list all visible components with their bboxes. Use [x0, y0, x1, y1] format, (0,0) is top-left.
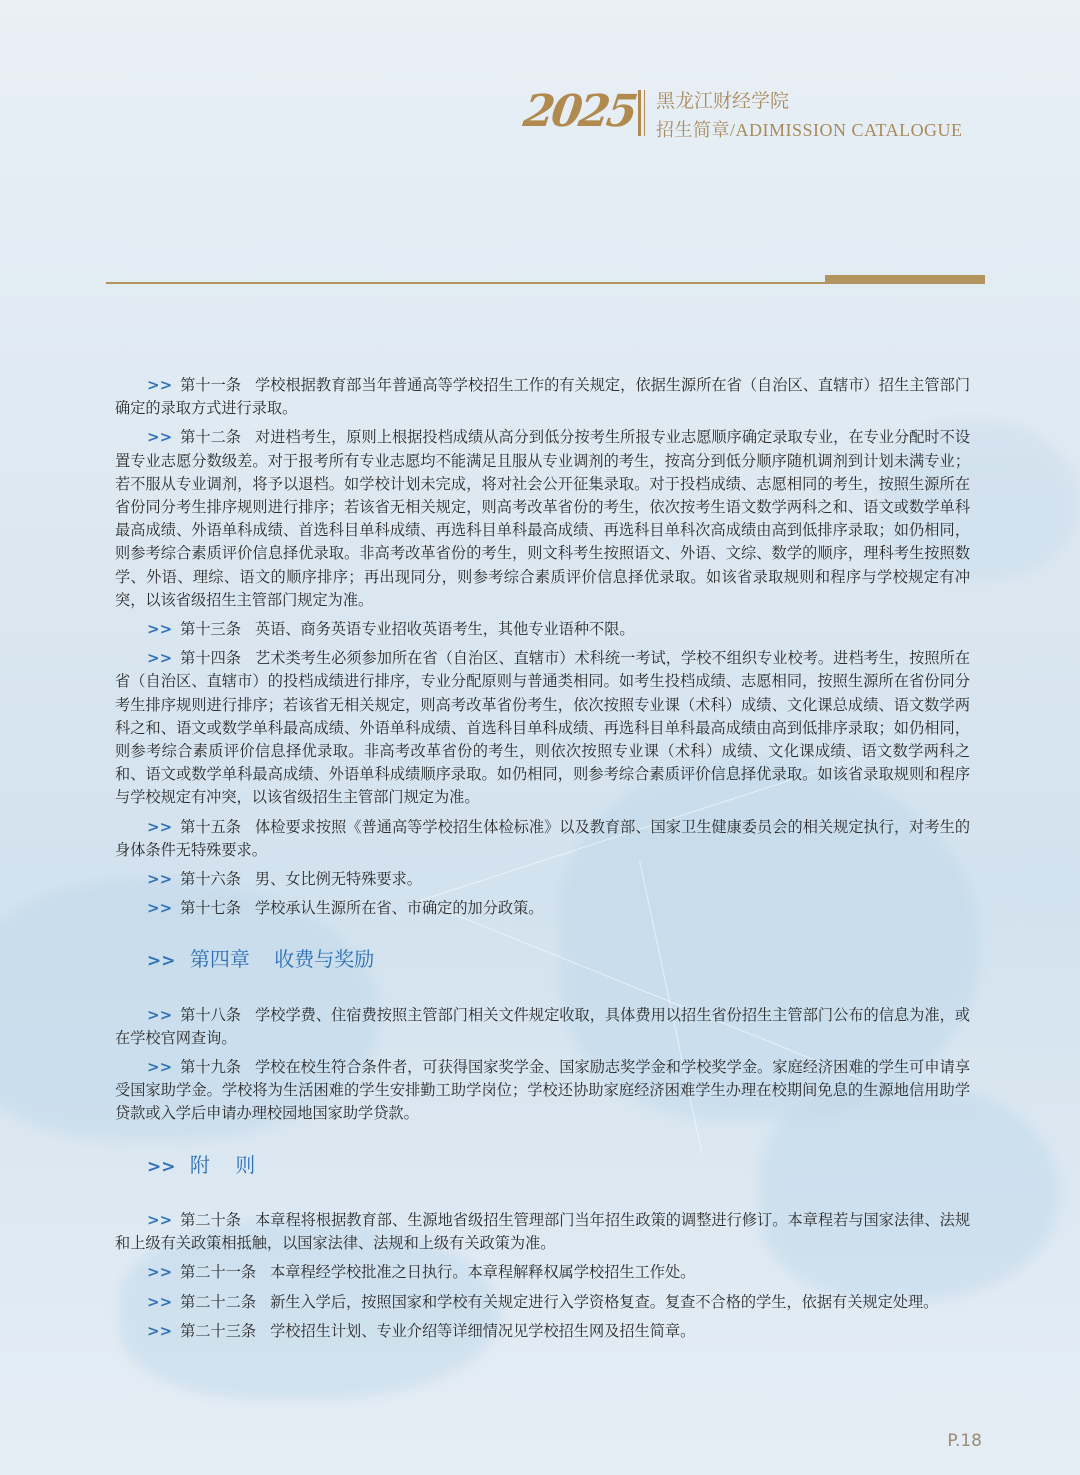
school-name: 黑龙江财经学院 [656, 90, 790, 112]
chevron-marker-icon: >> [147, 1321, 173, 1340]
article-number: 第十五条 [180, 817, 242, 836]
page-number: P.18 [947, 1431, 982, 1451]
chapter-label: 第四章 [189, 947, 250, 972]
article-number: 第二十三条 [180, 1321, 257, 1340]
article-paragraph [115, 374, 970, 420]
chevron-marker-icon: >> [147, 1058, 173, 1077]
article-paragraph [115, 816, 970, 862]
article-text: 艺术类考生必须参加所在省（自治区、直辖市）术科统一考试，学校不组织专业校考。进档考生，按照所在省（自治区、直辖市）的投档成绩进行排序，专业分配原则与普通类相同。如考生投档成绩、志愿相同，按照生源所在省份同分考生排序规则进行排序；若该省无相关规定，则高考改革省份考生，依次按照专业课（术科）成绩、文化课总成绩、语文数学两科之和、语文或数学单科最高成绩、外语单科成绩、首选科目单科成绩、再选科目单科最高成绩由高到低排序录取；如仍相同，则参考综合素质评价信息择优录取。非高考改革省份的考生，则依次按照专业课（术科）成绩、文化课成绩、语文数学两科之和、语文或数学单科最高成绩、外语单科成绩顺序录取。如仍相同，则参考综合素质评价信息择优录取。如该省录取规则和程序与学校规定有冲突，以该省级招生主管部门规定为准。 [115, 649, 971, 807]
article-number: 第二十一条 [180, 1263, 257, 1282]
header-divider-thin [644, 90, 645, 136]
chevron-marker-icon: >> [147, 870, 173, 889]
chevron-marker-icon: >> [147, 817, 173, 836]
article-text: 本章程将根据教育部、生源地省级招生管理部门当年招生政策的调整进行修订。本章程若与国家法律、法规和上级有关政策相抵触，以国家法律、法规和上级有关政策为准。 [115, 1210, 971, 1253]
article-number: 第十九条 [180, 1058, 242, 1077]
chevron-marker-icon: >> [147, 428, 173, 447]
article-paragraph [115, 1056, 970, 1126]
article-number: 第十七条 [180, 899, 241, 918]
article-text: 本章程经学校批准之日执行。本章程解释权属学校招生工作处。 [270, 1263, 696, 1282]
article-paragraph [115, 1004, 970, 1050]
appendix-title: 附 则 [189, 1152, 256, 1177]
article-paragraph [115, 647, 970, 809]
article-text: 男、女比例无特殊要求。 [254, 870, 422, 889]
chapter-heading [115, 948, 970, 973]
article-body [115, 374, 970, 1349]
article-number: 第十三条 [180, 620, 241, 639]
article-paragraph [115, 426, 970, 612]
chevron-marker-icon: >> [147, 620, 173, 639]
article-text: 学校招生计划、专业介绍等详细情况见学校招生网及招生简章。 [270, 1321, 696, 1340]
article-number: 第二十二条 [180, 1292, 257, 1311]
article-number: 第二十条 [180, 1210, 242, 1229]
article-number: 第十一条 [180, 376, 242, 394]
header-divider [638, 90, 641, 136]
catalog-title: 招生简章/ADIMISSION CATALOGUE [656, 120, 963, 140]
article-text: 体检要求按照《普通高等学校招生体检标准》以及教育部、国家卫生健康委员会的相关规定执行，对考生的身体条件无特殊要求。 [115, 817, 971, 859]
chevron-marker-icon: >> [147, 899, 173, 918]
article-text: 学校根据教育部当年普通高等学校招生工作的有关规定，依据生源所在省（自治区、直辖市）招生主管部门确定的录取方式进行录取。 [115, 376, 971, 418]
chevron-marker-icon: >> [147, 1292, 173, 1311]
article-paragraph [115, 1320, 970, 1343]
chevron-marker-icon: >> [147, 951, 176, 972]
article-paragraph [115, 1209, 970, 1255]
chevron-marker-icon: >> [147, 1156, 176, 1177]
article-paragraph [115, 1291, 970, 1314]
article-number: 第十四条 [180, 649, 242, 668]
article-text: 学校承认生源所在省、市确定的加分政策。 [254, 899, 544, 918]
article-paragraph [115, 897, 970, 920]
year-logo: 2025 [520, 86, 639, 137]
chevron-marker-icon: >> [147, 1263, 173, 1282]
article-paragraph [115, 1261, 970, 1284]
article-text: 英语、商务英语专业招收英语考生，其他专业语种不限。 [254, 620, 635, 639]
article-text: 新生入学后，按照国家和学校有关规定进行入学资格复查。复查不合格的学生，依据有关规定处理。 [270, 1292, 939, 1311]
header-rule-accent [825, 275, 985, 284]
appendix-heading [115, 1154, 970, 1179]
article-paragraph [115, 618, 970, 641]
article-number: 第十六条 [180, 870, 241, 889]
chevron-marker-icon: >> [147, 1210, 173, 1229]
chevron-marker-icon: >> [147, 376, 173, 394]
article-number: 第十八条 [180, 1005, 242, 1024]
chevron-marker-icon: >> [147, 1005, 173, 1024]
article-number: 第十二条 [180, 428, 242, 447]
article-text: 学校学费、住宿费按照主管部门相关文件规定收取，具体费用以招生省份招生主管部门公布的信息为准，或在学校官网查询。 [115, 1005, 971, 1047]
chevron-marker-icon: >> [147, 649, 173, 668]
article-text: 学校在校生符合条件者，可获得国家奖学金、国家励志奖学金和学校奖学金。家庭经济困难的学生可申请享受国家助学金。学校将为生活困难的学生安排勤工助学岗位；学校还协助家庭经济困难学生办理在校期间免息的生源地信用助学贷款或入学后申请办理校园地国家助学贷款。 [115, 1058, 971, 1123]
article-text: 对进档考生，原则上根据投档成绩从高分到低分按考生所报专业志愿顺序确定录取专业，在专业分配时不设置专业志愿分数级差。对于报考所有专业志愿均不能满足且服从专业调剂的考生，按高分到低分顺序随机调剂到计划未满专业；若不服从专业调剂，将予以退档。如学校计划未完成，将对社会公开征集录取。对于投档成绩、志愿相同的考生，按照生源所在省份同分考生排序规则进行排序；若该省无相关规定，则高考改革省份的考生，依次按考生语文数学两科之和、语文或数学单科最高成绩、外语单科成绩、首选科目单科成绩、再选科目单科最高成绩、再选科目单科次高成绩由高到低排序录取；如仍相同，则参考综合素质评价信息择优录取。非高考改革省份的考生，则文科考生按照语文、外语、文综、数学的顺序，理科考生按照数学、外语、理综、语文的顺序排序；再出现同分，则参考综合素质评价信息择优录取。如该省录取规则和程序与学校规定有冲突，以该省级招生主管部门规定为准。 [115, 428, 971, 609]
chapter-title: 收费与奖励 [274, 947, 375, 972]
article-paragraph [115, 868, 970, 891]
